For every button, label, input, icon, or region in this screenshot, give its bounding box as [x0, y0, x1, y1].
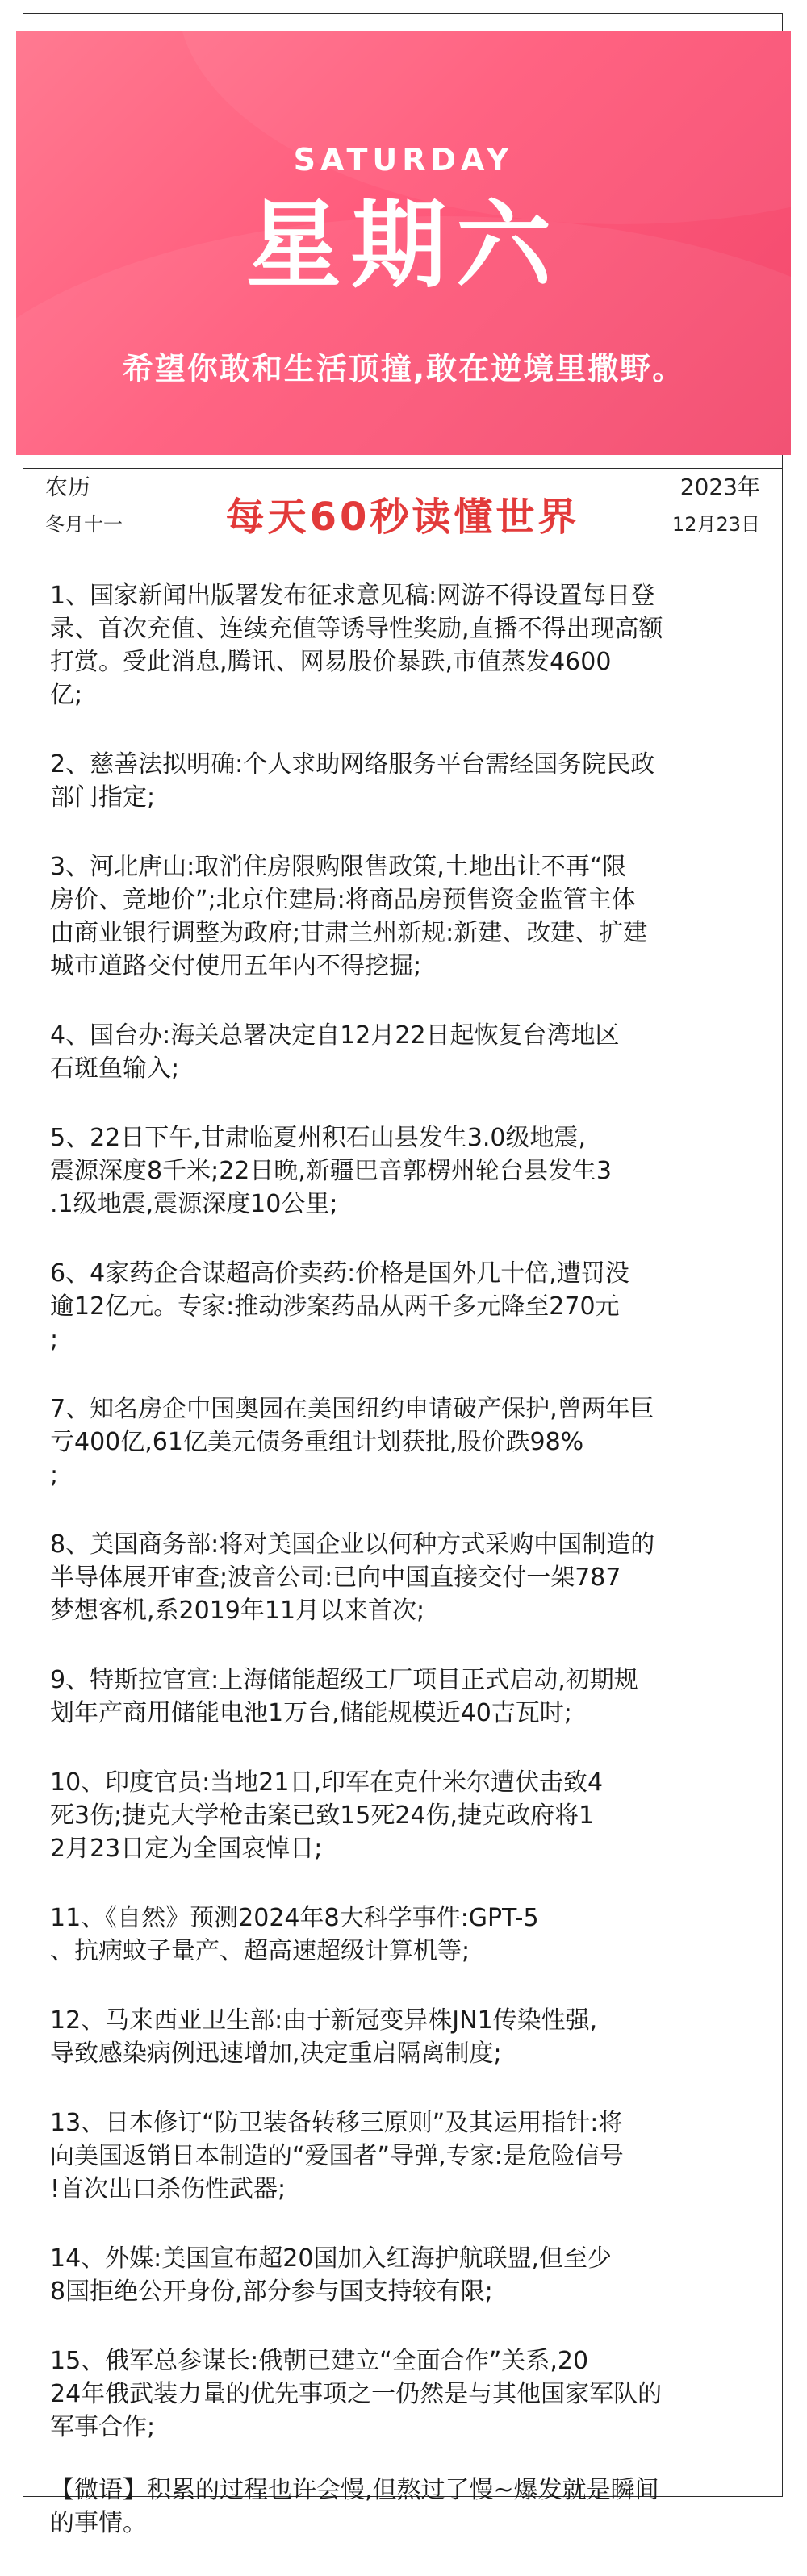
news-item	[50, 1257, 760, 1356]
weekday-english: SATURDAY	[293, 142, 514, 177]
closing-quote	[50, 2474, 760, 2540]
weekday-banner	[16, 31, 791, 455]
news-item	[50, 2106, 760, 2206]
news-item-line: 2、慈善法拟明确:个人求助网络服务平台需经国务院民政	[50, 750, 655, 779]
news-item-line: 9、特斯拉官宣:上海储能超级工厂项目正式启动,初期规	[50, 1666, 638, 1694]
news-list	[50, 579, 760, 2576]
news-item-line: 、抗病蚊子量产、超高速超级计算机等;	[50, 1937, 470, 1965]
news-item-line: 11、《自然》预测2024年8大科学事件:GPT-5	[50, 1904, 539, 1932]
year: 2023年	[679, 474, 760, 500]
news-item-line: 24年俄武装力量的优先事项之一仍然是与其他国家军队的	[50, 2380, 663, 2408]
news-item-line: 4、国台办:海关总署决定自12月22日起恢复台湾地区	[50, 1021, 620, 1050]
headline-title: 每天60秒读懂世界	[225, 495, 580, 540]
date: 12月23日	[671, 513, 760, 536]
news-item-line: 亏400亿,61亿美元债务重组计划获批,股价跌98%	[50, 1428, 584, 1456]
news-item-line: 震源深度8千米;22日晚,新疆巴音郭楞州轮台县发生3	[50, 1157, 612, 1185]
news-item-line: 向美国返销日本制造的“爱国者”导弹,专家:是危险信号	[50, 2142, 624, 2170]
news-item-line: 军事合作;	[50, 2413, 156, 2441]
news-item-line: 房价、竞地价”;北京住建局:将商品房预售资金监管主体	[50, 886, 636, 914]
news-item	[50, 2004, 760, 2070]
weekday-chinese: 星期六	[245, 190, 561, 301]
lunar-label: 农历	[45, 474, 91, 500]
news-item-line: 13、日本修订“防卫装备转移三原则”及其运用指针:将	[50, 2109, 623, 2137]
news-item	[50, 2344, 760, 2444]
lunar-date: 冬月十一	[45, 513, 123, 536]
news-item	[50, 1528, 760, 1627]
news-item-line: 7、知名房企中国奥园在美国纽约申请破产保护,曾两年巨	[50, 1395, 654, 1423]
news-item-line: 逾12亿元。专家:推动涉案药品从两千多元降至270元	[50, 1292, 620, 1321]
news-item	[50, 2242, 760, 2308]
news-item-line: 5、22日下午,甘肃临夏州积石山县发生3.0级地震,	[50, 1124, 587, 1152]
news-item-line: 10、印度官员:当地21日,印军在克什米尔遭伏击致4	[50, 1768, 604, 1797]
news-item	[50, 748, 760, 814]
news-item-line: 部门指定;	[50, 783, 156, 812]
news-item	[50, 1392, 760, 1492]
news-item-line: ;	[50, 1461, 59, 1489]
news-item	[50, 1019, 760, 1085]
news-item-line: 亿;	[50, 681, 83, 709]
news-item-line: 死3伤;捷克大学枪击案已致15死24伤,捷克政府将1	[50, 1802, 595, 1830]
news-item-line: 打赏。受此消息,腾讯、网易股价暴跌,市值蒸发4600	[50, 648, 612, 676]
news-item-line: 城市道路交付使用五年内不得挖掘;	[50, 952, 422, 980]
news-item-line: .1级地震,震源深度10公里;	[50, 1190, 338, 1218]
news-item-line: 12、马来西亚卫生部:由于新冠变异株JN1传染性强,	[50, 2006, 598, 2035]
news-item-line: 导致感染病例迅速增加,决定重启隔离制度;	[50, 2040, 502, 2068]
news-item-line: 8国拒绝公开身份,部分参与国支持较有限;	[50, 2277, 493, 2306]
closing-quote-line: 【微语】积累的过程也许会慢,但熬过了慢~爆发就是瞬间	[50, 2476, 659, 2504]
news-item	[50, 1766, 760, 1865]
news-item-line: 录、首次充值、连续充值等诱导性奖励,直播不得出现高额	[50, 615, 663, 643]
news-item-line: 6、4家药企合谋超高价卖药:价格是国外几十倍,遭罚没	[50, 1259, 629, 1288]
news-item-line: 半导体展开审查;波音公司:已向中国直接交付一架787	[50, 1564, 621, 1592]
news-item	[50, 1902, 760, 1968]
news-item-line: 划年产商用储能电池1万台,储能规模近40吉瓦时;	[50, 1699, 572, 1727]
news-item-line: 由商业银行调整为政府;甘肃兰州新规:新建、改建、扩建	[50, 919, 648, 947]
news-item-line: 2月23日定为全国哀悼日;	[50, 1835, 323, 1863]
closing-quote-line: 的事情。	[50, 2509, 147, 2537]
banner-subtitle: 希望你敢和生活顶撞,敢在逆境里撒野。	[122, 351, 685, 386]
news-item	[50, 1121, 760, 1221]
header-row	[23, 461, 783, 542]
news-item-line: 石斑鱼输入;	[50, 1054, 180, 1083]
news-item-line: 8、美国商务部:将对美国企业以何种方式采购中国制造的	[50, 1530, 655, 1559]
news-item-line: ;	[50, 1326, 59, 1354]
news-item-line: 14、外媒:美国宣布超20国加入红海护航联盟,但至少	[50, 2244, 612, 2273]
news-item	[50, 579, 760, 712]
news-item	[50, 850, 760, 983]
news-item-line: !首次出口杀伤性武器;	[50, 2175, 286, 2203]
news-item-line: 1、国家新闻出版署发布征求意见稿:网游不得设置每日登	[50, 582, 655, 610]
news-item	[50, 1664, 760, 1730]
news-item-line: 3、河北唐山:取消住房限购限售政策,土地出让不再“限	[50, 853, 627, 881]
news-item-line: 15、俄军总参谋长:俄朝已建立“全面合作”关系,20	[50, 2347, 589, 2375]
news-item-line: 梦想客机,系2019年11月以来首次;	[50, 1597, 425, 1625]
